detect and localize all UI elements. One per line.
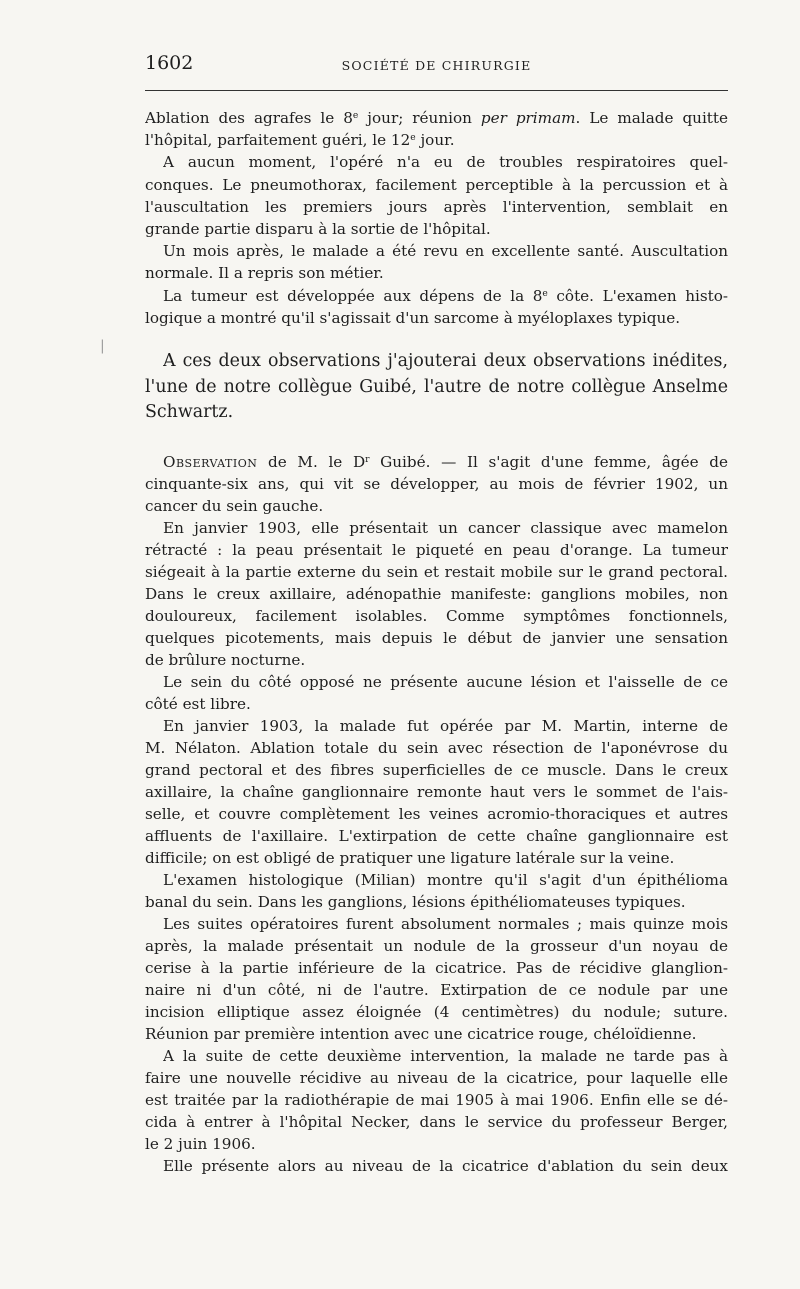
- text-line: cinquante-six ans, qui vit se développer, au mois de février 1902, un: [145, 475, 728, 493]
- text-line: Elle présente alors au niveau de la cicatrice d'ablation du sein deux: [163, 1157, 728, 1175]
- text-line: quelques picotements, mais depuis le début de janvier une sensation: [145, 629, 728, 647]
- text-line: logique a montré qu'il s'agissait d'un sarcome à myéloplaxes typique.: [145, 309, 681, 327]
- text-line: A aucun moment, l'opéré n'a eu de troubles respiratoires quel-: [163, 153, 728, 171]
- text-line: selle, et couvre complètement les veines acromio-thoraciques et autres: [145, 805, 728, 823]
- text-line: Un mois après, le malade a été revu en excellente santé. Auscultation: [163, 242, 728, 260]
- text-line: En janvier 1903, elle présentait un cancer classique avec mamelon: [163, 519, 728, 537]
- text-line: axillaire, la chaîne ganglionnaire remonte haut vers le sommet de l'ais-: [145, 783, 728, 801]
- text-line: rétracté : la peau présentait le piqueté en peau d'orange. La tumeur: [145, 541, 728, 559]
- text-line: de brûlure nocturne.: [145, 651, 306, 669]
- text-line: cerise à la partie inférieure de la cicatrice. Pas de récidive glanglion-: [145, 959, 728, 977]
- text-line: l'auscultation les premiers jours après l'intervention, semblait en: [145, 198, 728, 216]
- text-line: est traitée par la radiothérapie de mai 1905 à mai 1906. Enfin elle se dé-: [145, 1091, 728, 1109]
- text-line: Le sein du côté opposé ne présente aucune lésion et l'aisselle de ce: [163, 673, 728, 691]
- margin-mark: |: [100, 338, 105, 354]
- text-line: Les suites opératoires furent absolument normales ; mais quinze mois: [163, 915, 728, 933]
- running-title: SOCIÉTÉ DE CHIRURGIE: [341, 58, 532, 73]
- text-line: siégeait à la partie externe du sein et restait mobile sur le grand pectoral.: [145, 563, 728, 581]
- text-line: Ablation des agrafes le 8e jour; réunion per primam. Le malade quitte: [145, 109, 728, 127]
- header-rule: [145, 90, 728, 91]
- text-line: L'examen histologique (Milian) montre qu'il s'agit d'un épithélioma: [163, 871, 728, 889]
- text-line: le 2 juin 1906.: [145, 1135, 256, 1153]
- text-line: Dans le creux axillaire, adénopathie manifeste: ganglions mobiles, non: [145, 585, 728, 603]
- text-line: banal du sein. Dans les ganglions, lésions épithéliomateuses typiques.: [145, 893, 686, 911]
- text-line: cancer du sein gauche.: [145, 497, 324, 515]
- text-line: conques. Le pneumothorax, facilement perceptible à la percussion et à: [145, 176, 728, 194]
- text-line: incision elliptique assez éloignée (4 centimètres) du nodule; suture.: [145, 1003, 728, 1021]
- text-line: côté est libre.: [145, 695, 251, 713]
- text-line: cida à entrer à l'hôpital Necker, dans le service du professeur Berger,: [145, 1113, 728, 1131]
- text-line: normale. Il a repris son métier.: [145, 264, 384, 282]
- text-line: grand pectoral et des fibres superficielles de ce muscle. Dans le creux: [145, 761, 728, 779]
- text-line: naire ni d'un côté, ni de l'autre. Extirpation de ce nodule par une: [145, 981, 728, 999]
- text-line: M. Nélaton. Ablation totale du sein avec résection de l'aponévrose du: [145, 739, 728, 757]
- text-line: l'hôpital, parfaitement guéri, le 12e jour.: [145, 131, 455, 149]
- text-line: affluents de l'axillaire. L'extirpation de cette chaîne ganglionnaire est: [145, 827, 728, 845]
- text-line: A ces deux observations j'ajouterai deux observations inédites,: [163, 351, 728, 371]
- text-line: faire une nouvelle récidive au niveau de la cicatrice, pour laquelle elle: [145, 1069, 728, 1087]
- text-line: douloureux, facilement isolables. Comme symptômes fonctionnels,: [145, 607, 728, 625]
- text-line: Schwartz.: [145, 402, 234, 422]
- page-number: 1602: [145, 52, 194, 74]
- text-line: l'une de notre collègue Guibé, l'autre de notre collègue Anselme: [145, 377, 728, 397]
- text-line: difficile; on est obligé de pratiquer une ligature latérale sur la veine.: [145, 849, 675, 867]
- text-line: grande partie disparu à la sortie de l'hôpital.: [145, 220, 491, 238]
- text-line: La tumeur est développée aux dépens de la 8e côte. L'examen histo-: [163, 287, 728, 305]
- text-line: Observation de M. le $D^r$ Guibé. — Il s'agit d'une femme, âgée de: [163, 453, 728, 471]
- text-line: En janvier 1903, la malade fut opérée par M. Martin, interne de: [163, 717, 728, 735]
- text-line: après, la malade présentait un nodule de la grosseur d'un noyau de: [145, 937, 728, 955]
- page-header: [145, 52, 728, 78]
- text-line: A la suite de cette deuxième intervention, la malade ne tarde pas à: [163, 1047, 728, 1065]
- text-line: Réunion par première intention avec une cicatrice rouge, chéloïdienne.: [145, 1025, 697, 1043]
